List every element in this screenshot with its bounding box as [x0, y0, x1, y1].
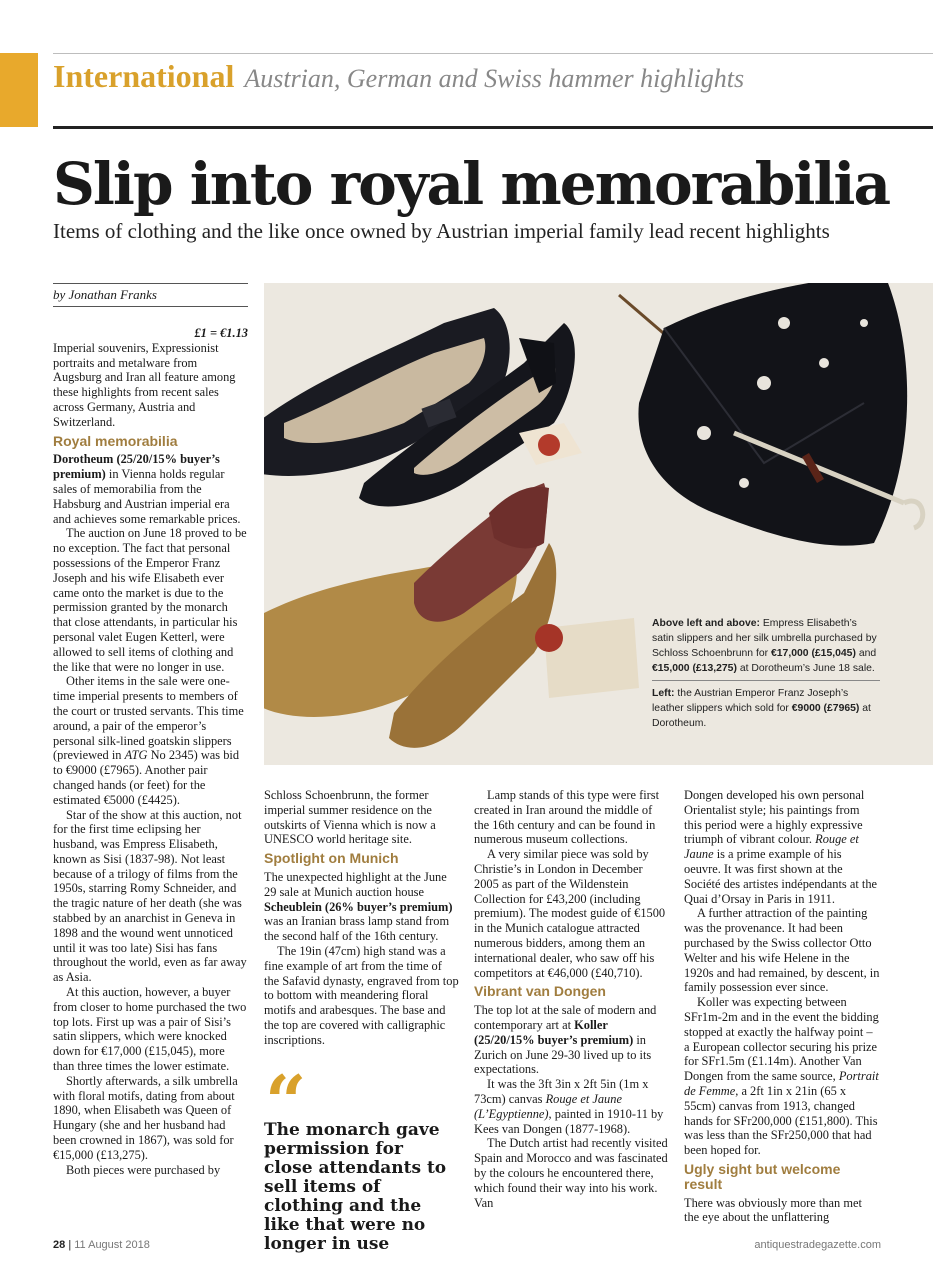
caption-upper: Above left and above: Empress Elisabeth’s satin slippers and her silk umbrella purchased by Schloss Schoenbrunn for €17,000 (£15,045) and €15,000 (£13,275) at Dorotheum’s June 18 sale. [652, 618, 877, 674]
receipt-image [535, 618, 639, 698]
leather-slippers-image [264, 483, 556, 748]
paragraph: A very similar piece was sold by Christie’s in London in December 2005 as part of the Wildenstein Collection for £43,200 (including premium). The modest guide of €1500 in the Munich catalogue attracted numerous bidders, among them an international dealer, who saw off his competitors at €46,000 (£40,710). [474, 847, 666, 980]
umbrella-image [619, 283, 923, 546]
article-column-1 [53, 326, 248, 1177]
subhead-ugly-sight: Ugly sight but welcome result [684, 1160, 841, 1192]
paragraph: The Dutch artist had recently visited Spain and Morocco and was fascinated by the colours he encountered there, which found their way into his work. Van [474, 1136, 668, 1210]
footer-left [53, 1239, 150, 1251]
paragraph: The 19in (47cm) high stand was a fine example of art from the time of the Safavid dynasty, engraved from top to bottom with meandering floral motifs and arabesques. The base and the top are covered with calligraphic inscriptions. [264, 943, 459, 1047]
article-column-2 [264, 788, 459, 1048]
section-subtitle: Austrian, German and Swiss hammer highlights [244, 64, 745, 93]
paragraph: Star of the show at this auction, not for the first time eclipsing her husband, was Empress Elisabeth, known as Sisi (1837-98). Not least because of a trilogy of films from the 1950s, starring Romy Schneider, and the tragic nature of her death (she was stabbed by an anarchist in Geneva in 1898 and the wound went unnoticed until it was too late) Sisi has fans throughout the world, even as far away as Asia. [53, 807, 247, 985]
issue-date: 11 August 2018 [74, 1239, 150, 1251]
paragraph: The auction on June 18 proved to be no exception. The fact that personal possessions of the Emperor Franz Joseph and his wife Elisabeth ever came onto the market is due to the permission granted by the monarch that close attendants, in particular his personal valet Eugen Ketterl, were allowed to sell items of clothing and the like that were no longer in use. [53, 526, 247, 674]
page-number: 28 [53, 1239, 66, 1251]
photo-caption [652, 616, 880, 731]
paragraph: Koller was expecting between SFr1m-2m and in the event the bidding stopped at exactly the halfway point – a European collector securing his prize for SFr1.5m (£1.14m). Another Van Dongen from the same source, Portrait de Femme, a 2ft 1in x 21in (65 x 55cm) canvas from 1913, changed hands for SFr200,000 (£151,800). This was less than the SFr250,000 that had been hoped for. [684, 995, 879, 1158]
article-column-4 [684, 788, 880, 1225]
paragraph: Both pieces were purchased by [66, 1162, 221, 1177]
intro-paragraph: Imperial souvenirs, Expressionist portraits and metalware from Augsburg and Iran all feature among these highlights from recent sales across Germany, Austria and Switzerland. [53, 340, 236, 429]
top-rule [53, 53, 933, 54]
paragraph: There was obviously more than met the eye about the unflattering [684, 1195, 862, 1225]
byline: by Jonathan Franks [53, 287, 157, 302]
subhead-vibrant-van-dongen: Vibrant van Dongen [474, 983, 606, 1000]
section-label: International [53, 58, 235, 94]
paragraph: The top lot at the sale of modern and contemporary art at Koller (25/20/15% buyer’s premium) in Zurich on June 29-30 lived up to its expectations. [474, 1003, 657, 1077]
footer-site: antiquestradegazette.com [754, 1239, 881, 1251]
paragraph: It was the 3ft 3in x 2ft 5in (1m x 73cm) canvas Rouge et Jaune (L’Egyptienne), painted in 1910-11 by Kees van Dongen (1877-1968). [474, 1077, 664, 1136]
paragraph: Shortly afterwards, a silk umbrella with floral motifs, dating from about 1890, when Elisabeth was Queen of Hungary (she and her husband had been crowned in 1867), was sold for €15,000 (£13,275). [53, 1073, 238, 1162]
article-column-3 [474, 788, 669, 1210]
paragraph: Lamp stands of this type were first created in Iran around the middle of the 16th century and can be found in numerous museum collections. [474, 788, 660, 847]
caption-lower: Left: the Austrian Emperor Franz Joseph’s leather slippers which sold for €9000 (£7965) at Dorotheum. [652, 688, 871, 729]
subhead-spotlight-munich: Spotlight on Munich [264, 850, 399, 867]
paragraph: The unexpected highlight at the June 29 sale at Munich auction house Scheublein (26% buyer’s premium) was an Iranian brass lamp stand from the second half of the 16th century. [264, 869, 453, 944]
caption-divider [652, 680, 880, 681]
paragraph: Dongen developed his own personal Orientalist style; his paintings from this period were a highly expressive triumph of vibrant colour. Rouge et Jaune is a prime example of his oeuvre. It was first shown at the Société des artistes indépendants at the Quai d’Orsay in Paris in 1911. [684, 788, 878, 906]
headline: Slip into royal memorabilia [53, 150, 890, 218]
header-rule [53, 126, 933, 129]
paragraph: Dorotheum (25/20/15% buyer’s premium) in Vienna holds regular sales of memorabilia from the Habsburg and Austrian imperial era and achieves some remarkable prices. [53, 452, 241, 526]
footer-separator: | [68, 1239, 72, 1251]
paragraph: Other items in the sale were one-time imperial presents to members of the court or trusted servants. This time around, a pair of the emperor’s personal silk-lined goatskin slippers (previewed in ATG No 2345) was bid to €9000 (£7965). Another pair changed hands (or feet) for the estimated €5000 (£4425). [53, 674, 244, 807]
subhead-royal-memorabilia: Royal memorabilia [53, 432, 178, 449]
standfirst: Items of clothing and the like once owned by Austrian imperial family lead recent highlights [53, 219, 830, 243]
byline-rule-bottom [53, 306, 248, 307]
quote-mark-icon: “ [265, 1059, 307, 1144]
paragraph: At this auction, however, a buyer from closer to home purchased the two top lots. First up was a pair of Sisi’s satin slippers, which were knocked down for €17,000 (£15,045), more than three times the lower estimate. [53, 985, 247, 1074]
paragraph: A further attraction of the painting was the provenance. It had been purchased by the Swiss collector Otto Welter and his wife Helene in the 1920s and had remained, by descent, in family possession ever since. [684, 906, 880, 995]
section-color-tab [0, 53, 38, 127]
paragraph: Schloss Schoenbrunn, the former imperial summer residence on the outskirts of Vienna which is now a UNESCO world heritage site. [264, 788, 436, 847]
byline-rule-top [53, 283, 248, 284]
exchange-rate: £1 = €1.13 [194, 326, 248, 340]
satin-slippers-image [264, 308, 575, 506]
pull-quote: The monarch gave permission for close attendants to sell items of clothing and the like that were no longer in use [264, 1120, 447, 1254]
section-header [53, 58, 744, 95]
